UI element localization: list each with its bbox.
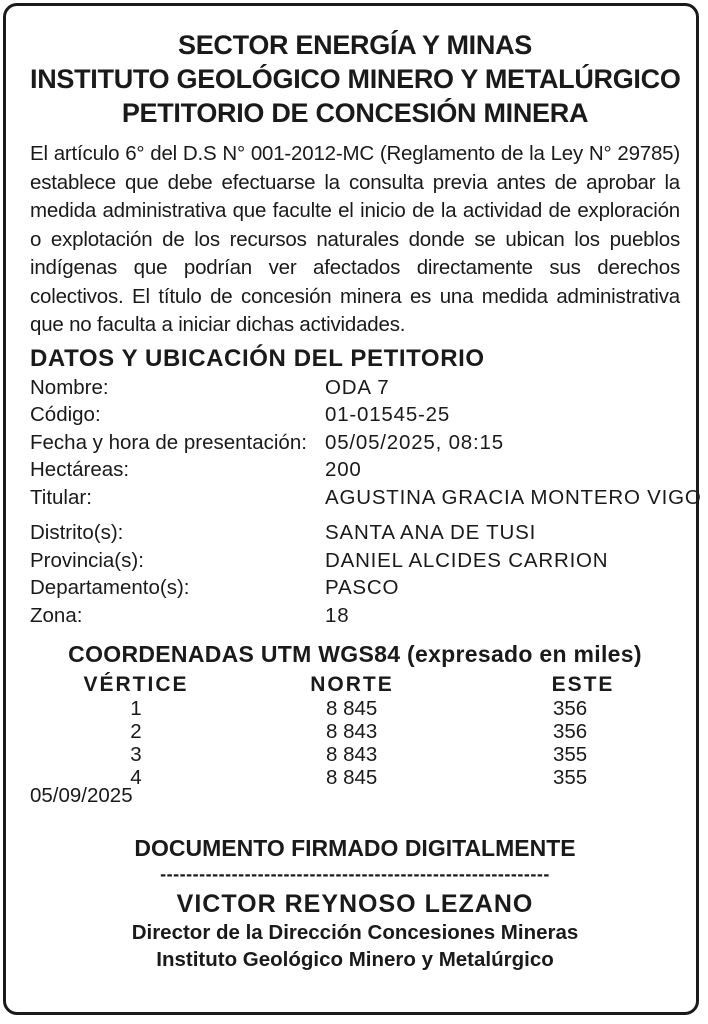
column-norte — [302, 673, 402, 789]
field-value: 01-01545-25 — [325, 403, 451, 426]
digitally-signed-label: DOCUMENTO FIRMADO DIGITALMENTE — [134, 835, 576, 861]
vertex-cell: 3 — [130, 743, 142, 766]
field-row-codigo — [30, 401, 680, 429]
field-label: Titular: — [30, 485, 92, 509]
column-este — [533, 673, 633, 789]
east-cell: 355 — [553, 766, 588, 789]
header-institute: INSTITUTO GEOLÓGICO MINERO Y METALÚRGICO — [30, 64, 681, 94]
field-row-departamento — [30, 574, 680, 602]
signer-institution: Instituto Geológico Minero y Metalúrgico — [156, 948, 554, 971]
field-value: SANTA ANA DE TUSI — [325, 521, 537, 544]
north-cell: 8 843 — [326, 720, 378, 743]
field-row-hectareas — [30, 456, 680, 484]
column-header-vertice: VÉRTICE — [83, 673, 189, 696]
field-label: Fecha y hora de presentación: — [30, 430, 307, 454]
field-value: ODA 7 — [325, 375, 390, 399]
field-value: AGUSTINA GRACIA MONTERO VIGO — [325, 485, 702, 509]
vertex-cell: 4 — [130, 766, 142, 789]
notice-content — [30, 28, 702, 973]
north-cell: 8 845 — [326, 697, 378, 720]
signer-name: VICTOR REYNOSO LEZANO — [176, 890, 534, 918]
petition-fields — [30, 374, 702, 630]
north-cell: 8 845 — [326, 766, 378, 789]
coordinates-heading: COORDENADAS UTM WGS84 (expresado en miles) — [68, 641, 642, 667]
column-header-norte: NORTE — [310, 673, 394, 696]
east-cell: 356 — [553, 697, 588, 720]
field-row-titular — [30, 484, 702, 512]
field-value: 200 — [325, 458, 362, 481]
field-label: Nombre: — [30, 375, 109, 399]
field-label: Zona: — [30, 603, 83, 627]
header-sector: SECTOR ENERGÍA Y MINAS — [178, 30, 532, 60]
vertex-cell: 2 — [130, 720, 142, 743]
field-row-fecha — [30, 429, 680, 457]
header-title: PETITORIO DE CONCESIÓN MINERA — [121, 98, 589, 128]
column-header-este: ESTE — [551, 673, 615, 696]
intro-paragraph: El artículo 6° del D.S N° 001-2012-MC (Reglamento de la Ley N° 29785) establece que debe efectuarse la consulta previa antes de aprobar la medida administrativa que faculte el inicio de la actividad de exploración o explotación de los recursos naturales donde se ubican los pueblos indígenas que podrían ver afectados directamente sus derechos colectivos. El título de concesión minera es una medida administrativa que no faculta a iniciar dichas actividades. — [30, 142, 680, 336]
field-row-provincia — [30, 547, 680, 575]
field-label: Hectáreas: — [30, 458, 130, 481]
field-label: Distrito(s): — [30, 521, 124, 544]
field-spacer — [30, 511, 680, 519]
field-label: Departamento(s): — [30, 576, 190, 599]
field-value: PASCO — [325, 576, 400, 599]
field-value: 18 — [325, 603, 350, 627]
east-cell: 355 — [553, 743, 588, 766]
field-row-nombre — [30, 374, 680, 402]
field-label: Provincia(s): — [30, 548, 144, 572]
vertex-cell: 1 — [130, 697, 142, 720]
signer-position: Director de la Dirección Concesiones Mineras — [131, 921, 579, 944]
publication-date: 05/09/2025 — [30, 784, 133, 807]
field-value: 05/05/2025, 08:15 — [325, 430, 504, 454]
field-label: Código: — [30, 403, 101, 426]
column-vertice — [80, 673, 192, 789]
field-row-zona — [30, 602, 680, 630]
north-cell: 8 843 — [326, 743, 378, 766]
signature-separator: ------------------------------------------------------------ — [160, 864, 550, 884]
field-value: DANIEL ALCIDES CARRION — [325, 548, 609, 572]
petition-heading: DATOS Y UBICACIÓN DEL PETITORIO — [30, 344, 485, 372]
coordinates-table — [30, 673, 680, 789]
field-row-distrito — [30, 519, 680, 547]
east-cell: 356 — [553, 720, 588, 743]
